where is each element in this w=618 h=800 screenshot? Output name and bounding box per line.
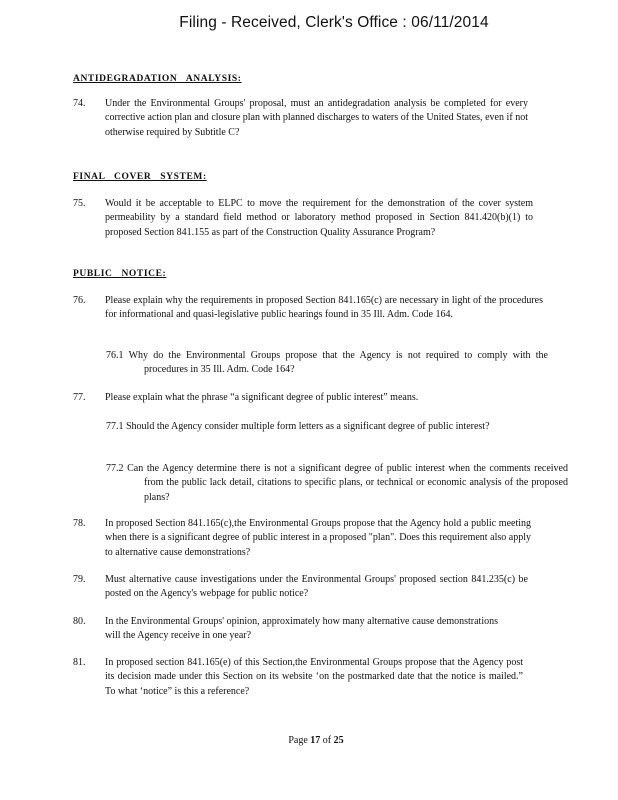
question-76-1: 76.1 Why do the Environmental Groups propose that the Agency is not required to comply with the procedures in 35 Ill. Adm. Code 164? — [106, 350, 548, 376]
question-text: Please explain what the phrase “a significant degree of public interest” means. — [105, 392, 419, 403]
question-77 — [73, 391, 483, 405]
question-number: 78. — [73, 518, 86, 529]
question-78 — [73, 517, 531, 560]
question-79 — [73, 573, 528, 602]
question-80 — [73, 615, 498, 644]
question-number: 74. — [73, 98, 86, 109]
question-text: Must alternative cause investigations under the Environmental Groups' proposed section 841.235(c) be posted on the Agency's webpage for public notice? — [105, 574, 528, 600]
question-74 — [73, 97, 528, 140]
question-81 — [73, 656, 523, 699]
question-number: 81. — [73, 657, 86, 668]
filing-stamp-header: Filing - Received, Clerk's Office : 06/11/2014 — [179, 14, 489, 31]
question-text: Please explain why the requirements in proposed Section 841.165(c) are necessary in light of the procedures for informational and quasi-legislative public hearings found in 35 Ill. Adm. Code 164. — [105, 295, 543, 321]
question-76 — [73, 294, 543, 323]
section-heading-final-cover: FINAL COVER SYSTEM: — [73, 172, 207, 182]
question-text: Under the Environmental Groups' proposal, must an antidegradation analysis be completed for every corrective action plan and closure plan with planned discharges to waters of the United States, even if not otherwise required by Subtitle C? — [105, 98, 528, 138]
question-text: Would it be acceptable to ELPC to move the requirement for the demonstration of the cover system permeability by a standard field method or laboratory method proposed in Section 841.420(b)(1) to proposed Section 841.155 as part of the Construction Quality Assurance Program? — [105, 198, 533, 238]
page-number: 17 — [310, 735, 321, 746]
page-total: 25 — [333, 735, 344, 746]
question-number: 76. — [73, 295, 86, 306]
section-heading-public-notice: PUBLIC NOTICE: — [73, 269, 167, 279]
section-heading-antidegradation: ANTIDEGRADATION ANALYSIS: — [73, 74, 242, 84]
of-label: of — [322, 735, 332, 746]
page-footer — [0, 735, 618, 746]
page-label: Page — [288, 735, 308, 746]
question-77-2: 77.2 Can the Agency determine there is not a significant degree of public interest when the comments received from the public lack detail, citations to specific plans, or technical or economic analysis of the proposed plans? — [106, 463, 568, 503]
question-77-1: 77.1 Should the Agency consider multiple form letters as a significant degree of public interest? — [106, 421, 490, 432]
question-text: In the Environmental Groups' opinion, approximately how many alternative cause demonstrations will the Agency receive in one year? — [105, 616, 498, 642]
question-number: 80. — [73, 616, 86, 627]
question-75 — [73, 197, 533, 240]
question-number: 77. — [73, 392, 86, 403]
question-number: 79. — [73, 574, 86, 585]
question-text: In proposed section 841.165(e) of this Section,the Environmental Groups propose that the Agency post its decision made under this Section on its website ‘on the postmarked date that the notice is mailed.” To what ‘notice” is this a reference? — [105, 657, 523, 697]
question-text: In proposed Section 841.165(c),the Environmental Groups propose that the Agency hold a public meeting when there is a significant degree of public interest in a proposed "plan". Does this requirement also apply to alternative cause demonstrations? — [105, 518, 531, 558]
question-number: 75. — [73, 198, 86, 209]
